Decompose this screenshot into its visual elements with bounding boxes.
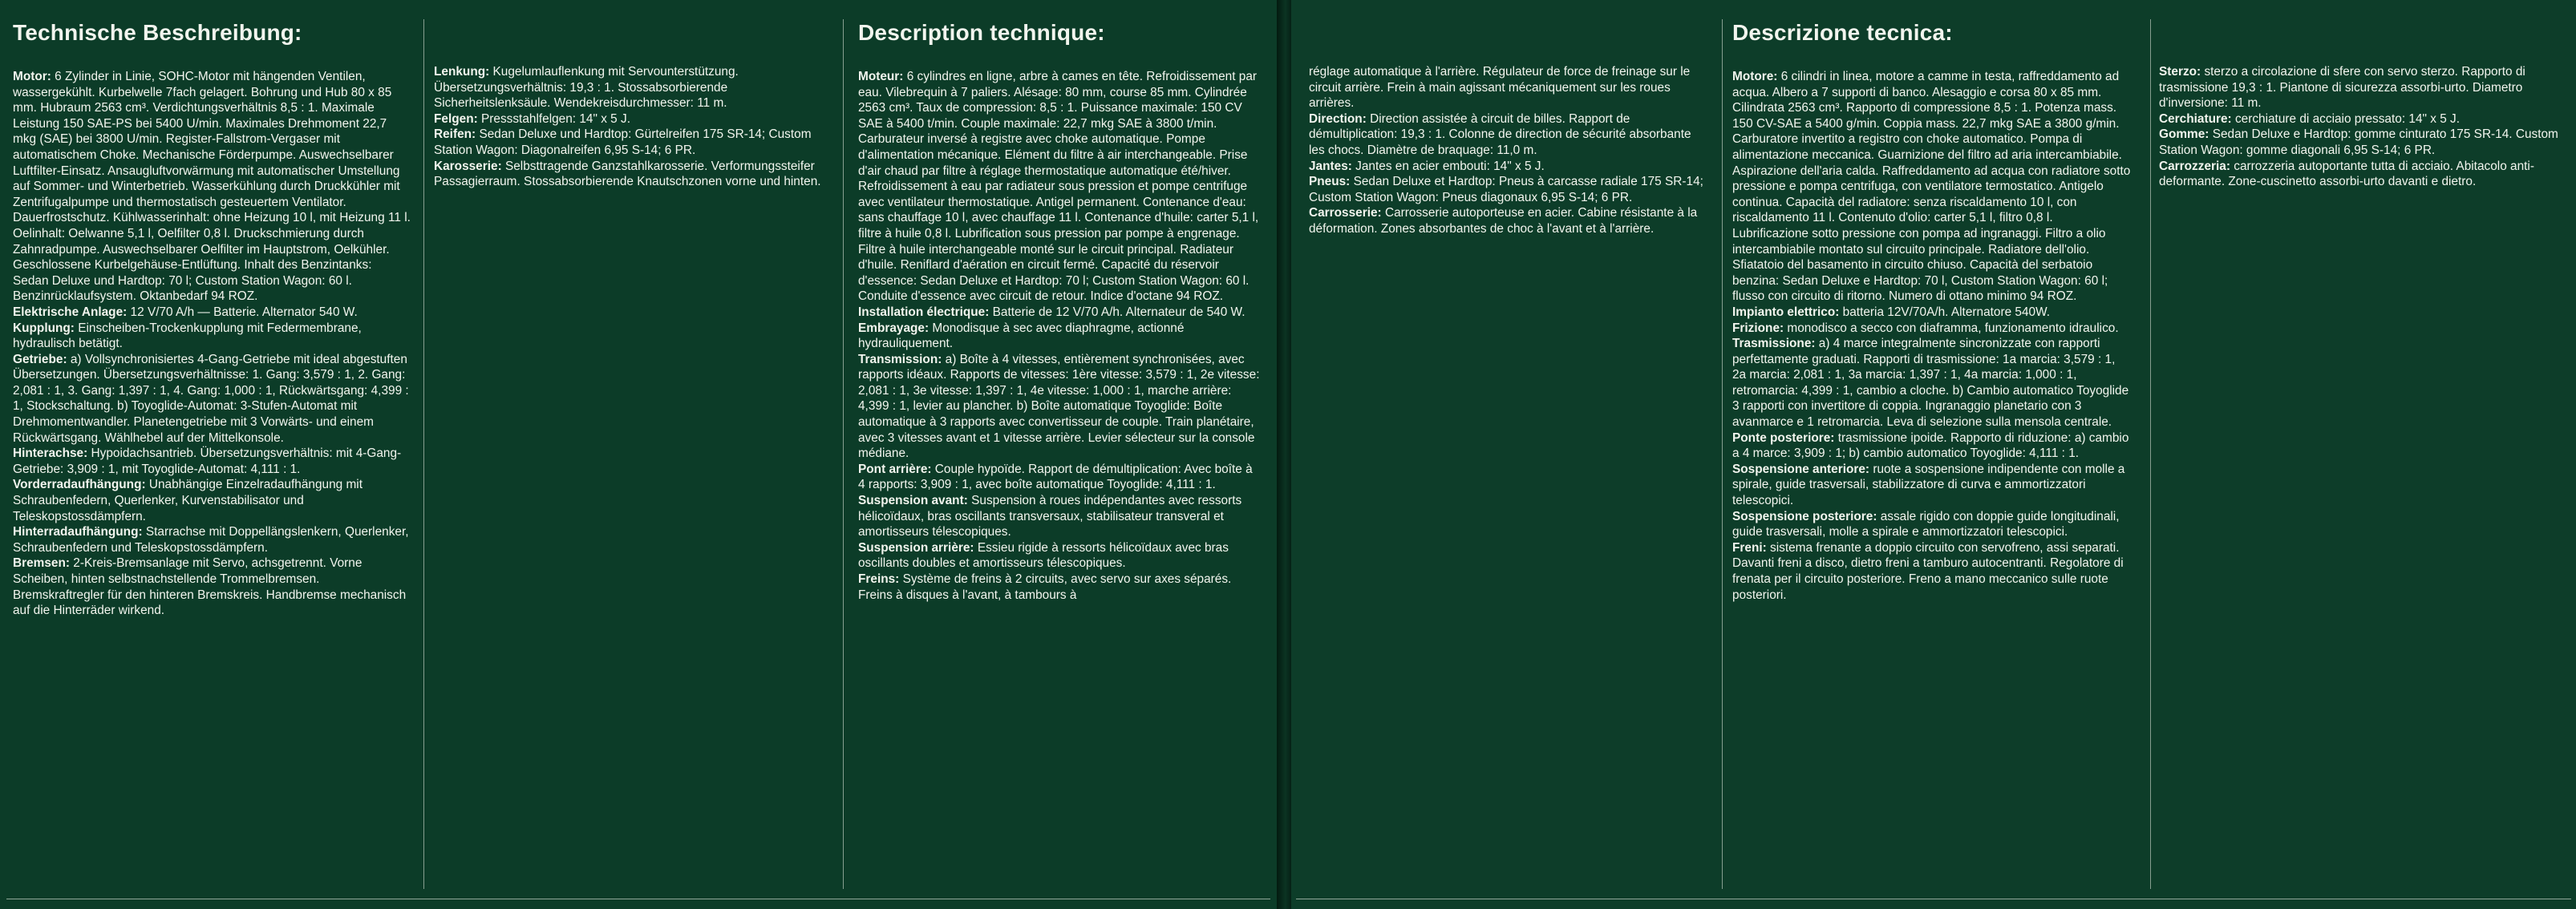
left-page xyxy=(0,0,1277,909)
spec-text: ruote a sospensione indipendente con molle a spirale, guide trasversali, stabilizzatore di curva e ammortizzatori telescopici. xyxy=(1732,462,2125,508)
spec-label: Elektrische Anlage: xyxy=(13,305,128,319)
french-column-2 xyxy=(1309,64,1710,237)
spec-text: Sedan Deluxe e Hardtop: gomme cinturato 175 SR-14. Custom Station Wagon: gomme diagonali 6,95 S-14; 6 PR. xyxy=(2159,127,2558,157)
spec-paragraph xyxy=(13,524,411,556)
french-column-1 xyxy=(858,19,1261,603)
spec-label: Pneus: xyxy=(1309,175,1351,189)
column-divider xyxy=(1722,19,1723,889)
spec-text: sistema frenante a doppio circuito con servofreno, assi separati. Davanti freni a disco, dietro freni a tamburo autocentranti. Regolatore di frenata per il circuito posteriore. Freno a mano meccanico sulle ruote posteriori. xyxy=(1732,540,2124,602)
spec-label: Hinterachse: xyxy=(13,446,88,461)
spec-text: 6 cilindri in linea, motore a camme in testa, raffreddamento ad acqua. Albero a 7 supporti di banco. Alesaggio e corsa 80 x 85 mm. Cilindrata 2563 cm³. Rapporto di compressione 8,5 : 1. Potenza mass. 150 CV-SAE a 5400 g/min. Coppia mass. 22,7 mkg SAE a 3800 g/min. Carburatore invertito a registro con choke automatico. Pompa di alimentazione meccanica. Guarnizione del filtro ad aria intercambiabile. Aspirazione dell'aria calda. Raffreddamento ad acqua con radiatore sotto pressione e pompa centrifuga, con ventilatore termostatico. Antigelo continua. Capacità del radiatore: senza riscaldamento 10 l, con riscaldamento 11 l. Contenuto d'olio: carter 5,1 l, filtro 0,8 l. Lubrificazione sotto pressione con pompa ad ingranaggi. Filtro a olio intercambiabile montato sul circuito principale. Radiatore dell'olio. Sfiatatoio del basamento in circuito chiuso. Capacità del serbatoio benzina: Sedan Deluxe e Hardtop: 70 l, Custom Station Wagon: 60 l; flusso con circuito di ritorno. Numero di ottano minimo 94 ROZ. xyxy=(1732,70,2131,304)
spec-text: Monodisque à sec avec diaphragme, actionné hydrauliquement. xyxy=(858,321,1185,351)
italian-column-1 xyxy=(1732,19,2132,603)
spec-paragraph xyxy=(434,111,832,127)
spec-label: Pont arrière: xyxy=(858,462,932,476)
spec-label: Gomme: xyxy=(2159,127,2209,142)
spec-paragraph xyxy=(1732,336,2132,430)
spec-paragraph xyxy=(858,69,1261,305)
spec-paragraph xyxy=(13,446,411,477)
spec-paragraph xyxy=(1732,430,2132,462)
spec-paragraph xyxy=(1309,111,1710,159)
spec-text: Suspension à roues indépendantes avec ressorts hélicoïdaux, bras oscillants transversaux, stabilisateur transveral et amortisseurs télescopiques. xyxy=(858,494,1242,539)
spec-label: Frizione: xyxy=(1732,321,1784,335)
spec-label: Suspension arrière: xyxy=(858,540,974,555)
spec-label: Lenkung: xyxy=(434,65,490,79)
spec-label: Carrozzeria: xyxy=(2159,159,2230,173)
spec-label: Jantes: xyxy=(1309,159,1352,173)
spec-paragraph xyxy=(434,159,832,190)
spec-label: Trasmissione: xyxy=(1732,337,1816,351)
book-gutter xyxy=(1277,0,1291,909)
spec-paragraph xyxy=(858,352,1261,462)
spec-label: Motore: xyxy=(1732,70,1778,83)
spec-paragraph xyxy=(1732,305,2132,321)
spec-paragraph xyxy=(2159,159,2560,190)
spec-label: Motor: xyxy=(13,70,51,83)
spec-paragraph xyxy=(1309,205,1710,236)
german-column-2 xyxy=(434,64,832,190)
spec-label: Suspension avant: xyxy=(858,494,968,508)
spec-paragraph xyxy=(1309,174,1710,205)
spec-paragraph xyxy=(2159,127,2560,158)
spec-text: 6 Zylinder in Linie, SOHC-Motor mit hängenden Ventilen, wassergekühlt. Kurbelwelle 7fach gelagert. Bohrung und Hub 80 x 85 mm. Hubraum 2563 cm³. Verdichtungsverhältnis 8,5 : 1. Maximale Leistung 150 SAE-PS bei 5400 U/min. Maximales Drehmoment 22,7 mkg (SAE) bei 3800 U/min. Register-Fallstrom-Vergaser mit automatischem Choke. Mechanische Förderpumpe. Auswechselbarer Luftfilter-Einsatz. Ansaugluftvorwärmung mit automatischer Umstellung auf Sommer- und Winterbetrieb. Wasserkühlung durch Druckkühler mit Zentrifugalpumpe und thermostatisch gesteuertem Ventilator. Dauerfrostschutz. Kühlwasserinhalt: ohne Heizung 10 l, mit Heizung 11 l. Oelinhalt: Oelwanne 5,1 l, Oelfilter 0,8 l. Druckschmierung durch Zahnradpumpe. Auswechselbarer Oelfilter im Hauptstrom, Oelkühler. Geschlossene Kurbelgehäuse-Entlüftung. Inhalt des Benzintanks: Sedan Deluxe und Hardtop: 70 l; Custom Station Wagon: 60 l. Benzinrücklaufsystem. Oktanbedarf 94 ROZ. xyxy=(13,70,411,304)
spec-text: Sedan Deluxe und Hardtop: Gürtelreifen 175 SR-14; Custom Station Wagon: Diagonalreifen 6,95 S-14; 6 PR. xyxy=(434,127,812,157)
french-col2-body xyxy=(1309,64,1710,237)
spec-label: Cerchiature: xyxy=(2159,111,2232,126)
spec-text: monodisco a secco con diaframma, funzionamento idraulico. xyxy=(1784,321,2119,335)
spec-paragraph xyxy=(13,477,411,524)
french-col1-body xyxy=(858,69,1261,603)
spec-label: Embrayage: xyxy=(858,321,930,335)
italian-col1-body xyxy=(1732,69,2132,603)
spec-label: Sterzo: xyxy=(2159,65,2201,79)
spec-text: Sedan Deluxe et Hardtop: Pneus à carcasse radiale 175 SR-14; Custom Station Wagon: Pneus diagonaux 6,95 S-14; 6 PR. xyxy=(1309,175,1703,204)
spec-text: 2-Kreis-Bremsanlage mit Servo, achsgetrennt. Vorne Scheiben, hinten selbstnachstellende Trommelbremsen. Bremskraftregler für den hinteren Bremskreis. Handbremse mechanisch auf die Hinterräder wirkend. xyxy=(13,556,407,618)
spec-paragraph xyxy=(858,462,1261,493)
spec-paragraph xyxy=(858,305,1261,321)
column-divider xyxy=(843,19,844,889)
spec-text: Couple hypoïde. Rapport de démultiplication: Avec boîte à 4 rapports: 3,909 : 1, avec boîte automatique Toyoglide: 4,111 : 1. xyxy=(858,462,1253,492)
spec-paragraph xyxy=(434,127,832,158)
spec-text: a) Vollsynchronisiertes 4-Gang-Getriebe mit ideal abgestuften Übersetzungen. Übersetzungsverhältnisse: 1. Gang: 3,579 : 1, 2. Gang: 2,081 : 1, 3. Gang: 1,397 : 1, 4. Gang: 1,000 : 1, Rückwärtsgang: 4,399 : 1, Stockschaltung. b) Toyoglide-Automat: 3-Stufen-Automat mit Drehmomentwandler. Planetengetriebe mit 3 Vorwärts- und einem Rückwärtsgang. Wählhebel auf der Mittelkonsole. xyxy=(13,352,409,445)
german-col1-body xyxy=(13,69,411,619)
spec-paragraph xyxy=(2159,111,2560,127)
italian-column-2 xyxy=(2159,64,2560,190)
spec-text: sterzo a circolazione di sfere con servo sterzo. Rapporto di trasmissione 19,3 : 1. Piantone di sicurezza assorbi-urto. Diametro d'inversione: 11 m. xyxy=(2159,65,2525,111)
spec-text: Unabhängige Einzelradaufhängung mit Schraubenfedern, Querlenker, Kurvenstabilisator und Teleskopstossdämpfern. xyxy=(13,478,363,523)
spec-text: Jantes en acier embouti: 14" x 5 J. xyxy=(1351,159,1545,173)
spec-text: Starrachse mit Doppellängslenkern, Querlenker, Schraubenfedern und Teleskopstossdämpfern. xyxy=(13,525,409,555)
spec-label: Moteur: xyxy=(858,70,904,83)
spec-label: Freins: xyxy=(858,572,900,586)
spec-text: Carrosserie autoporteuse en acier. Cabine résistante à la déformation. Zones absorbantes de choc à l'avant et à l'arrière. xyxy=(1309,206,1698,236)
spec-paragraph xyxy=(858,321,1261,352)
spec-paragraph xyxy=(13,352,411,446)
column-divider xyxy=(423,19,424,889)
spec-label: Direction: xyxy=(1309,111,1367,126)
spec-paragraph xyxy=(858,572,1261,603)
italian-col2-body xyxy=(2159,64,2560,190)
german-col2-body xyxy=(434,64,832,190)
spec-text: Einscheiben-Trockenkupplung mit Federmembrane, hydraulisch betätigt. xyxy=(13,321,362,351)
spec-text: carrozzeria autoportante tutta di acciaio. Abitacolo anti-deformante. Zone-cuscinetto assorbi-urto davanti e dietro. xyxy=(2159,159,2534,189)
spec-paragraph xyxy=(1732,462,2132,509)
italian-heading: Descrizione tecnica: xyxy=(1732,20,1953,45)
spec-paragraph xyxy=(1732,540,2132,603)
spec-paragraph xyxy=(1732,509,2132,540)
spec-label: Installation électrique: xyxy=(858,305,990,319)
french-heading: Description technique: xyxy=(858,20,1105,45)
spec-label: Felgen: xyxy=(434,111,478,126)
german-heading: Technische Beschreibung: xyxy=(13,20,302,45)
spec-text: batteria 12V/70A/h. Alternatore 540W. xyxy=(1839,305,2051,319)
spec-paragraph xyxy=(1732,321,2132,337)
spec-text: Direction assistée à circuit de billes. Rapport de démultiplication: 19,3 : 1. Colonne de direction de sécurité absorbante les chocs. Diamètre de braquage: 11,0 m. xyxy=(1309,111,1691,157)
spec-paragraph xyxy=(13,321,411,352)
spec-text: assale rigido con doppie guide longitudinali, guide trasversali, molle a spirale e ammortizzatori telescopici. xyxy=(1732,509,2120,539)
spec-label: Bremsen: xyxy=(13,556,70,571)
spec-paragraph xyxy=(1732,69,2132,305)
right-page xyxy=(1291,0,2576,909)
spec-text: a) 4 marce integralmente sincronizzate con rapporti perfettamente graduati. Rapporti di trasmissione: 1a marcia: 3,579 : 1, 2a marcia: 2,081 : 1, 3a marcia: 1,397 : 1, 4a marcia: 1,000 : 1, retromarcia: 4,399 : 1, cambio a cloche. b) Cambio automatico Toyoglide 3 rapporti con invertitore di coppia. Ingranaggio planetario con 3 avanmarce e 1 retromarcia. Leva di selezione sulla mensola centrale. xyxy=(1732,337,2129,430)
spec-text: Kugelumlauflenkung mit Servounterstützung. Übersetzungsverhältnis: 19,3 : 1. Stossabsorbierende Sicherheitslenksäule. Wendekreisdurchmesser: 11 m. xyxy=(434,65,739,111)
spec-label: Reifen: xyxy=(434,127,476,142)
column-divider xyxy=(2150,19,2151,889)
spec-paragraph xyxy=(13,69,411,305)
spec-text: Essieu rigide à ressorts hélicoïdaux avec bras oscillants doubles et amortisseurs télescopiques. xyxy=(858,540,1229,571)
spec-label: Impianto elettrico: xyxy=(1732,305,1840,319)
spec-text: a) Boîte à 4 vitesses, entièrement synchronisées, avec rapports idéaux. Rapports de vitesses: 1ère vitesse: 3,579 : 1, 2e vitesse: 2,081 : 1, 3e vitesse: 1,397 : 1, 4e vitesse: 1,000 : 1, marche arrière: 4,399 : 1, levier au plancher. b) Boîte automatique Toyoglide: Boîte automatique à 3 rapports avec convertisseur de couple. Train planétaire, avec 3 vitesses avant et 1 vitesse arrière. Levier sélecteur sur la console médiane. xyxy=(858,352,1260,461)
spec-label: Hinterradaufhängung: xyxy=(13,525,143,539)
spec-text: 6 cylindres en ligne, arbre à cames en tête. Refroidissement par eau. Vilebrequin à 7 paliers. Alésage: 80 mm, course 85 mm. Cylindrée 2563 cm³. Taux de compression: 8,5 : 1. Puissance maximale: 150 CV SAE à 5400 t/min. Couple maximale: 22,7 mkg SAE à 3800 t/min. Carburateur inversé à registre avec choke automatique. Pompe d'alimentation mécanique. Elément du filtre à air interchangeable. Prise d'air chaud par filtre à réglage thermostatique automatique été/hiver. Refroidissement à eau par radiateur sous pression et pompe centrifuge avec ventilateur thermostatique. Antigel permanent. Contenance d'eau: sans chauffage 10 l, avec chauffage 11 l. Contenance d'huile: carter 5,1 l, filtre à huile 0,8 l. Lubrification sous pression par pompe à engrenage. Filtre à huile interchangeable monté sur le circuit principal. Radiateur d'huile. Reniflard d'aération en circuit fermé. Capacité du réservoir d'essence: Sedan Deluxe et Hardtop: 70 l; Custom Station Wagon: 60 l. Conduite d'essence avec circuit de retour. Indice d'octane 94 ROZ. xyxy=(858,70,1259,304)
spec-paragraph xyxy=(858,540,1261,572)
spec-label: Carrosserie: xyxy=(1309,206,1382,220)
spec-paragraph xyxy=(13,305,411,321)
spec-label: Karosserie: xyxy=(434,159,502,173)
spec-label: Sospensione anteriore: xyxy=(1732,462,1870,476)
spec-text: Batterie de 12 V/70 A/h. Alternateur de 540 W. xyxy=(989,305,1245,319)
german-column-1 xyxy=(13,19,411,619)
spec-label: Sospensione posteriore: xyxy=(1732,509,1877,523)
spec-text: trasmissione ipoide. Rapporto di riduzione: a) cambio a 4 marce: 3,909 : 1; b) cambio automatico Toyoglide: 4,111 : 1. xyxy=(1732,430,2129,461)
spec-paragraph xyxy=(858,493,1261,540)
spec-paragraph xyxy=(434,64,832,111)
spec-label: Kupplung: xyxy=(13,321,75,335)
spec-label: Getriebe: xyxy=(13,352,67,366)
spec-label: Transmission: xyxy=(858,352,942,366)
spec-text: 12 V/70 A/h — Batterie. Alternator 540 W. xyxy=(127,305,358,319)
spec-text: Système de freins à 2 circuits, avec servo sur axes séparés. Freins à disques à l'avant, à tambours à xyxy=(858,572,1232,602)
spec-label: Ponte posteriore: xyxy=(1732,430,1835,445)
spec-paragraph xyxy=(1309,159,1710,175)
spec-text: cerchiature di acciaio pressato: 14" x 5 J. xyxy=(2231,111,2461,126)
spec-text: Pressstahlfelgen: 14" x 5 J. xyxy=(477,111,630,126)
spec-paragraph xyxy=(2159,64,2560,111)
spec-paragraph xyxy=(1309,64,1710,111)
spec-text: Hypoidachsantrieb. Übersetzungsverhältnis: mit 4-Gang-Getriebe: 3,909 : 1, mit Toyoglide-Automat: 4,111 : 1. xyxy=(13,446,402,476)
spec-label: Vorderradaufhängung: xyxy=(13,478,146,492)
spec-label: Freni: xyxy=(1732,540,1767,555)
spec-paragraph xyxy=(13,556,411,618)
spec-text: réglage automatique à l'arrière. Régulateur de force de freinage sur le circuit arrière. Frein à main agissant mécaniquement sur les roues arrières. xyxy=(1309,65,1691,111)
spec-text: Selbsttragende Ganzstahlkarosserie. Verformungssteifer Passagierraum. Stossabsorbierende Knautschzonen vorne und hinten. xyxy=(434,159,821,189)
